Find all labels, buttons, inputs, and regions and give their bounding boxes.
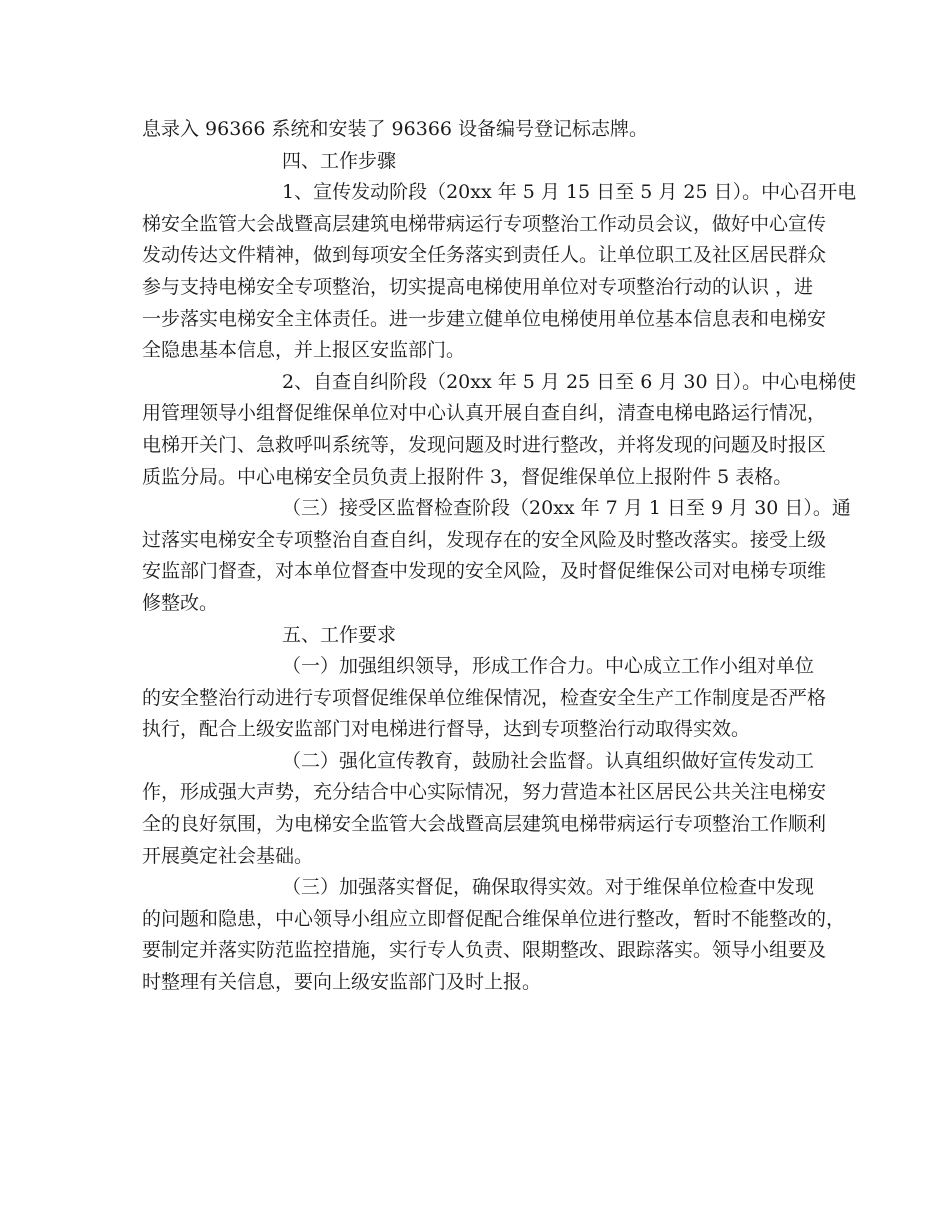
document-line: （三）接受区监督检查阶段（20xx 年 7 月 1 日至 9 月 30 日）。通 [282,497,851,520]
document-line: 作，形成强大声势，充分结合中心实际情况，努力营造本社区居民公共关注电梯安 [142,781,827,804]
document-line: 四、工作步骤 [282,149,397,172]
document-line: 要制定并落实防范监控措施，实行专人负责、限期整改、跟踪落实。领导小组要及 [142,939,827,962]
document-line: 质监分局。中心电梯安全员负责上报附件 3，督促维保单位上报附件 5 表格。 [142,465,793,488]
document-line: 过落实电梯安全专项整治自查自纠，发现存在的安全风险及时整改落实。接受上级 [142,528,827,551]
document-line: 参与支持电梯安全专项整治，切实提高电梯使用单位对专项整治行动的认识 ，进 [142,275,814,298]
document-line: 全的良好氛围，为电梯安全监管大会战暨高层建筑电梯带病运行专项整治工作顺利 [142,813,827,836]
document-line: 1、宣传发动阶段（20xx 年 5 月 15 日至 5 月 25 日）。中心召开电 [282,181,857,204]
document-line: 执行，配合上级安监部门对电梯进行督导，达到专项整治行动取得实效。 [142,718,751,741]
document-line: 电梯开关门、急救呼叫系统等，发现问题及时进行整改，并将发现的问题及时报区 [142,433,827,456]
document-line: （一）加强组织领导，形成工作合力。中心成立工作小组对单位 [282,655,815,678]
document-body [142,114,857,999]
document-line: 修整改。 [142,591,219,614]
document-line: （二）强化宣传教育，鼓励社会监督。认真组织做好宣传发动工 [282,749,815,772]
document-line: 用管理领导小组督促维保单位对中心认真开展自查自纠，清查电梯电路运行情况， [142,402,827,425]
document-line: 五、工作要求 [282,623,397,646]
document-line: 开展奠定社会基础。 [142,844,314,867]
document-line: 2、自查自纠阶段（20xx 年 5 月 25 日至 6 月 30 日）。中心电梯使 [282,370,857,393]
document-line: 息录入 96366 系统和安装了 96366 设备编号登记标志牌。 [142,118,649,140]
document-line: （三）加强落实督促，确保取得实效。对于维保单位检查中发现 [282,876,815,899]
document-line: 的问题和隐患，中心领导小组应立即督促配合维保单位进行整改，暂时不能整改的， [142,907,846,930]
document-line: 全隐患基本信息，并上报区安监部门。 [142,339,466,362]
document-line: 一步落实电梯安全主体责任。进一步建立健单位电梯使用单位基本信息表和电梯安 [142,307,827,330]
document-line: 安监部门督查，对本单位督查中发现的安全风险，及时督促维保公司对电梯专项维 [142,560,827,583]
document-line: 时整理有关信息，要向上级安监部门及时上报。 [142,971,542,994]
document-line: 梯安全监管大会战暨高层建筑电梯带病运行专项整治工作动员会议，做好中心宣传 [142,212,827,235]
document-line: 的安全整治行动进行专项督促维保单位维保情况，检查安全生产工作制度是否严格 [142,686,827,709]
document-line: 发动传达文件精神，做到每项安全任务落实到责任人。让单位职工及社区居民群众 [142,244,827,267]
